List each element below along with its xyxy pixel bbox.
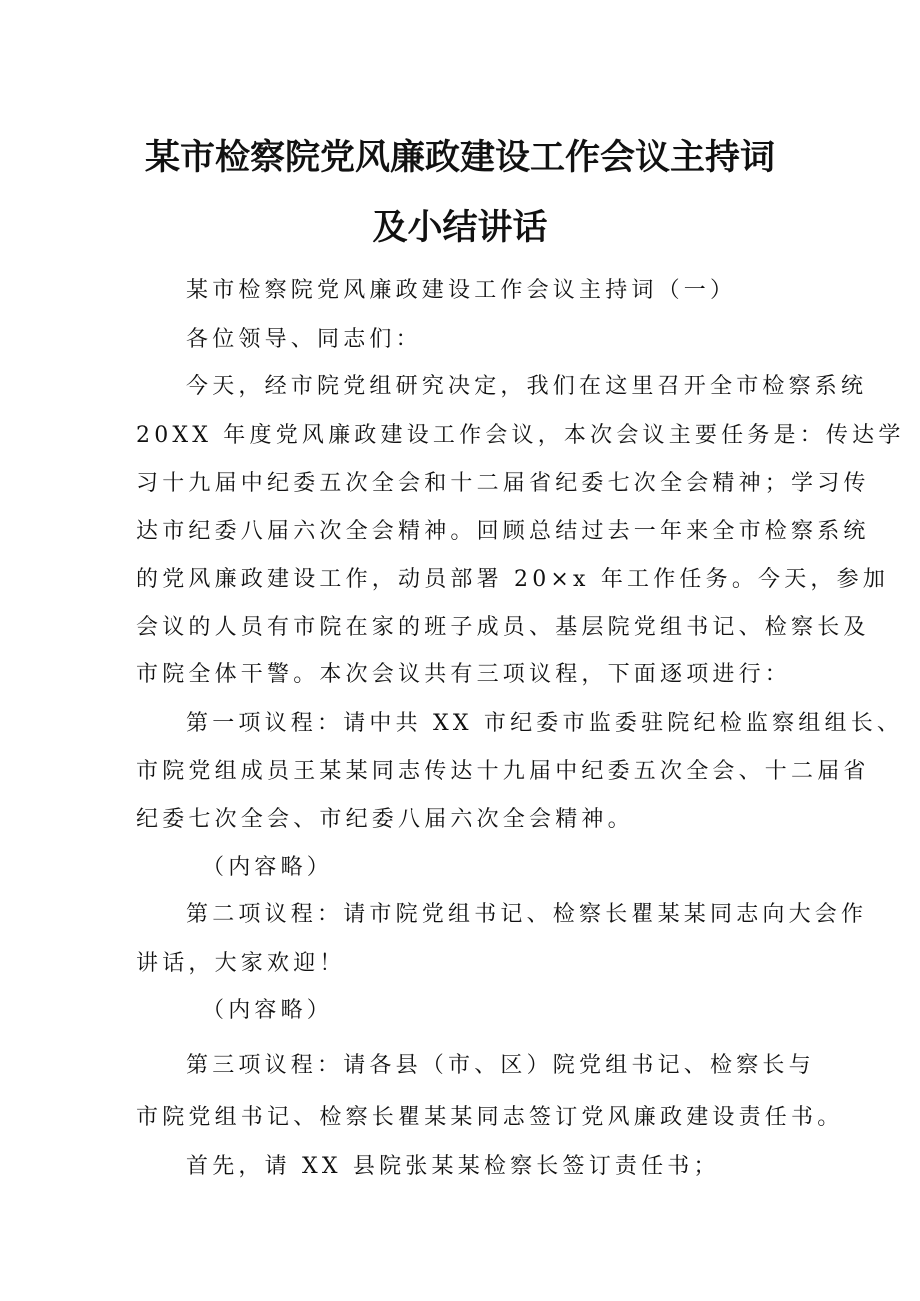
paragraph-3-line: 讲话，大家欢迎！ [136,951,346,976]
paragraph-4-line: 第三项议程：请各县（市、区）院党组书记、检察长与 [186,1053,815,1078]
paragraph-5-line: 首先，请 XX 县院张某某检察长签订责任书； [186,1154,720,1179]
paragraph-3-line: 第二项议程：请市院党组书记、检察长瞿某某同志向大会作 [186,902,868,927]
paragraph-2-line: 第一项议程：请中共 XX 市纪委市监委驻院纪检监察组组长、 [186,711,904,736]
content-omitted-note: （内容略） [202,855,334,880]
paragraph-1-line: 会议的人员有市院在家的班子成员、基层院党组书记、检察长及 [136,615,870,640]
document-title-line-1: 某市检察院党风廉政建设工作会议主持词 [144,138,775,178]
paragraph-2-line: 市院党组成员王某某同志传达十九届中纪委五次全会、十二届省 [136,759,870,784]
salutation: 各位领导、同志们： [186,327,422,352]
paragraph-4-line: 市院党组书记、检察长瞿某某同志签订党风廉政建设责任书。 [136,1105,844,1130]
paragraph-1-line: 20XX 年度党风廉政建设工作会议，本次会议主要任务是：传达学 [136,423,905,448]
paragraph-1-line: 习十九届中纪委五次全会和十二届省纪委七次全会精神；学习传 [136,471,870,496]
paragraph-2-line: 纪委七次全会、市纪委八届六次全会精神。 [136,807,634,832]
content-omitted-note: （内容略） [202,998,334,1023]
paragraph-1-line: 达市纪委八届六次全会精神。回顾总结过去一年来全市检察系统 [136,519,870,544]
document-title-line-2: 及小结讲话 [372,208,548,248]
subtitle: 某市检察院党风廉政建设工作会议主持词（一） [186,278,737,303]
paragraph-1-line: 的党风廉政建设工作，动员部署 20×x 年工作任务。今天，参加 [136,567,890,592]
paragraph-1-line: 今天，经市院党组研究决定，我们在这里召开全市检察系统 [186,374,868,399]
paragraph-1-line: 市院全体干警。本次会议共有三项议程，下面逐项进行： [136,662,792,687]
